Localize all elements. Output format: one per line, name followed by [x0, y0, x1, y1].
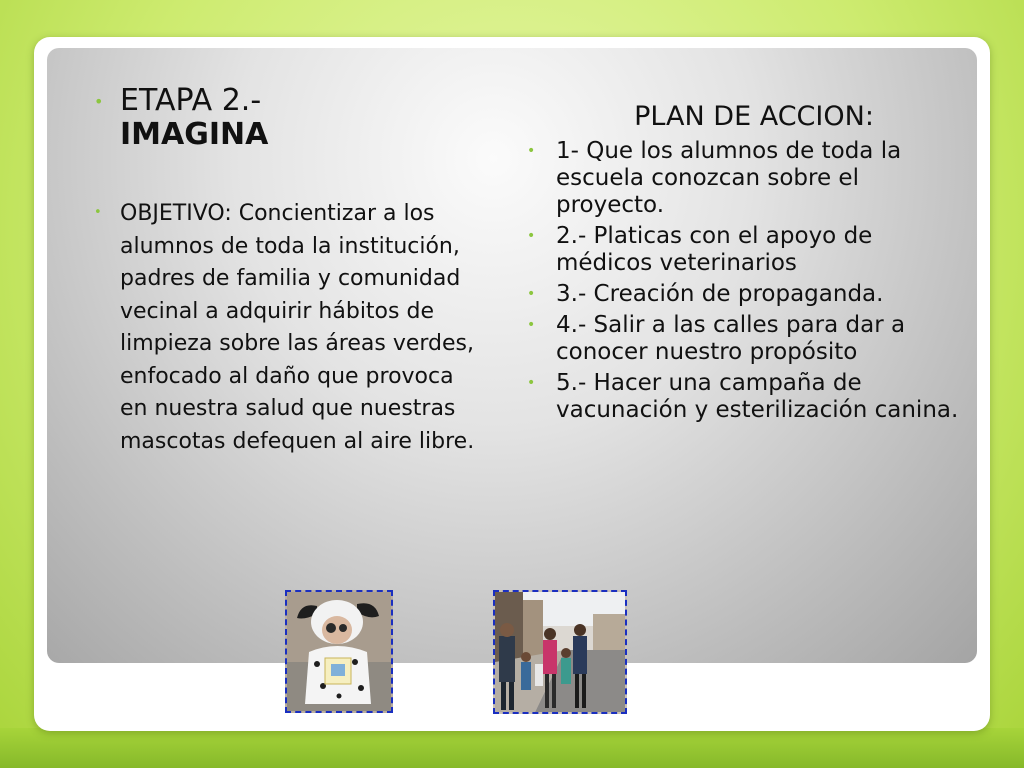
etapa-label: ETAPA 2.-: [120, 83, 262, 118]
photo-dalmatian-costume: [285, 590, 393, 713]
plan-item-text: 3.- Creación de propaganda.: [556, 281, 884, 307]
plan-title: PLAN DE ACCION:: [634, 101, 874, 132]
plan-item: [524, 370, 964, 424]
bullet-icon: •: [527, 228, 536, 244]
bullet-icon: •: [527, 143, 536, 159]
street-group-image: [495, 592, 625, 712]
plan-item-text: 1- Que los alumnos de toda la escuela conozcan sobre el proyecto.: [556, 138, 902, 218]
plan-item: [524, 281, 964, 308]
plan-item-text: 4.- Salir a las calles para dar a conocer nuestro propósito: [556, 312, 906, 365]
objetivo-bullet-item: [88, 198, 488, 458]
bullet-icon: •: [94, 205, 102, 220]
plan-item: [524, 312, 964, 366]
background-band: [0, 728, 1024, 768]
bullet-icon: •: [94, 92, 104, 111]
bullet-icon: •: [527, 317, 536, 333]
plan-item-text: 5.- Hacer una campaña de vacunación y esterilización canina.: [556, 370, 959, 423]
dalmatian-costume-image: [287, 592, 391, 711]
etapa-title: IMAGINA: [120, 117, 269, 152]
plan-item: [524, 223, 964, 277]
plan-item: [524, 138, 964, 219]
bullet-icon: •: [527, 375, 536, 391]
etapa-bullet-item: [88, 84, 488, 152]
plan-list: [524, 138, 964, 424]
objetivo-text: OBJETIVO: Concientizar a los alumnos de toda la institución, padres de familia y comunidad vecinal a adquirir hábitos de limpieza sobre las áreas verdes, enfocado al daño que provoca en nuestra salud que nuestras mascotas defequen al aire libre.: [120, 201, 475, 454]
bullet-icon: •: [527, 286, 536, 302]
left-column: [88, 84, 488, 458]
right-column: [524, 100, 964, 428]
plan-item-text: 2.- Platicas con el apoyo de médicos veterinarios: [556, 223, 873, 276]
photo-street-group: [493, 590, 627, 714]
